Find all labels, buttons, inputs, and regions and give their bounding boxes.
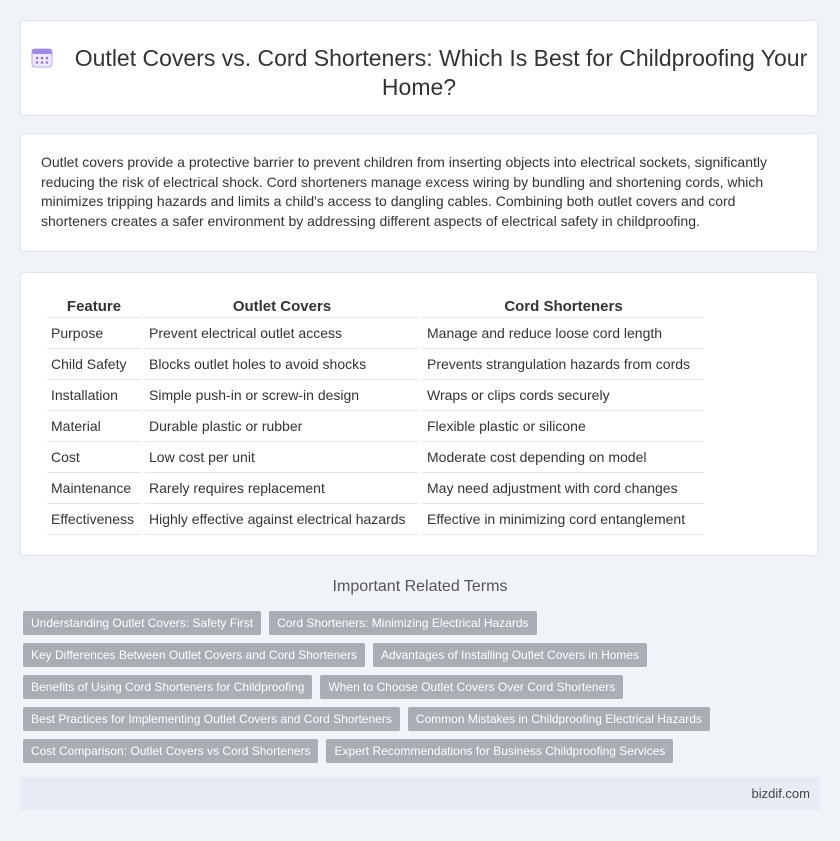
tag-row [23, 675, 818, 707]
feature-cell: Child Safety [47, 349, 141, 380]
feature-cell: Maintenance [47, 473, 141, 504]
cord-shorteners-cell: Flexible plastic or silicone [423, 411, 704, 442]
outlet-covers-cell: Rarely requires replacement [145, 473, 419, 504]
related-term-tag[interactable]: When to Choose Outlet Covers Over Cord Shorteners [320, 675, 623, 699]
cord-shorteners-cell: Manage and reduce loose cord length [423, 318, 704, 349]
feature-cell: Installation [47, 380, 141, 411]
related-term-tag[interactable]: Common Mistakes in Childproofing Electrical Hazards [408, 707, 710, 731]
table-row [47, 473, 704, 504]
table-row [47, 318, 704, 349]
table-header-row [47, 295, 704, 318]
feature-cell: Cost [47, 442, 141, 473]
page-title: Outlet Covers vs. Cord Shorteners: Which Is Best for Childproofing Your Home? [74, 45, 808, 100]
intro-paragraph: Outlet covers provide a protective barrier to prevent children from inserting objects into electrical sockets, significantly reducing the risk of electrical shock. Cord shorteners manage excess wiring by bundling and shortening cords, which minimizes tripping hazards and limits a child's access to dangling cables. Combining both outlet covers and cord shorteners creates a safer environment by addressing different aspects of electrical safety in childproofing. [41, 154, 767, 229]
outlet-covers-cell: Low cost per unit [145, 442, 419, 473]
table-row [47, 349, 704, 380]
tag-row [23, 611, 818, 643]
footer [20, 777, 820, 810]
page-title-block [21, 44, 817, 102]
title-card [20, 20, 818, 116]
table-row [47, 380, 704, 411]
related-terms-heading: Important Related Terms [332, 578, 508, 595]
related-terms-tags [23, 611, 818, 771]
table-row [47, 442, 704, 473]
related-term-tag[interactable]: Expert Recommendations for Business Childproofing Services [326, 739, 673, 763]
related-term-tag[interactable]: Understanding Outlet Covers: Safety First [23, 611, 261, 635]
outlet-covers-cell: Prevent electrical outlet access [145, 318, 419, 349]
related-term-tag[interactable]: Best Practices for Implementing Outlet Covers and Cord Shorteners [23, 707, 400, 731]
related-term-tag[interactable]: Key Differences Between Outlet Covers and Cord Shorteners [23, 643, 365, 667]
calendar-icon [31, 46, 53, 68]
tag-row [23, 739, 818, 771]
cord-shorteners-cell: Wraps or clips cords securely [423, 380, 704, 411]
outlet-covers-cell: Blocks outlet holes to avoid shocks [145, 349, 419, 380]
related-term-tag[interactable]: Cord Shorteners: Minimizing Electrical Hazards [269, 611, 536, 635]
outlet-covers-cell: Highly effective against electrical hazards [145, 504, 419, 535]
tag-row [23, 707, 818, 739]
intro-card [20, 133, 818, 252]
cord-shorteners-cell: Effective in minimizing cord entanglement [423, 504, 704, 535]
header-outlet-covers: Outlet Covers [145, 295, 419, 318]
table-row [47, 504, 704, 535]
table-row [47, 411, 704, 442]
outlet-covers-cell: Durable plastic or rubber [145, 411, 419, 442]
comparison-table [43, 295, 708, 535]
header-feature: Feature [47, 295, 141, 318]
site-link[interactable]: bizdif.com [751, 786, 810, 801]
cord-shorteners-cell: Prevents strangulation hazards from cords [423, 349, 704, 380]
cord-shorteners-cell: Moderate cost depending on model [423, 442, 704, 473]
related-term-tag[interactable]: Cost Comparison: Outlet Covers vs Cord Shorteners [23, 739, 318, 763]
related-term-tag[interactable]: Benefits of Using Cord Shorteners for Childproofing [23, 675, 312, 699]
outlet-covers-cell: Simple push-in or screw-in design [145, 380, 419, 411]
feature-cell: Purpose [47, 318, 141, 349]
feature-cell: Effectiveness [47, 504, 141, 535]
related-term-tag[interactable]: Advantages of Installing Outlet Covers in Homes [373, 643, 647, 667]
comparison-card [20, 272, 818, 556]
cord-shorteners-cell: May need adjustment with cord changes [423, 473, 704, 504]
tag-row [23, 643, 818, 675]
header-cord-shorteners: Cord Shorteners [423, 295, 704, 318]
feature-cell: Material [47, 411, 141, 442]
